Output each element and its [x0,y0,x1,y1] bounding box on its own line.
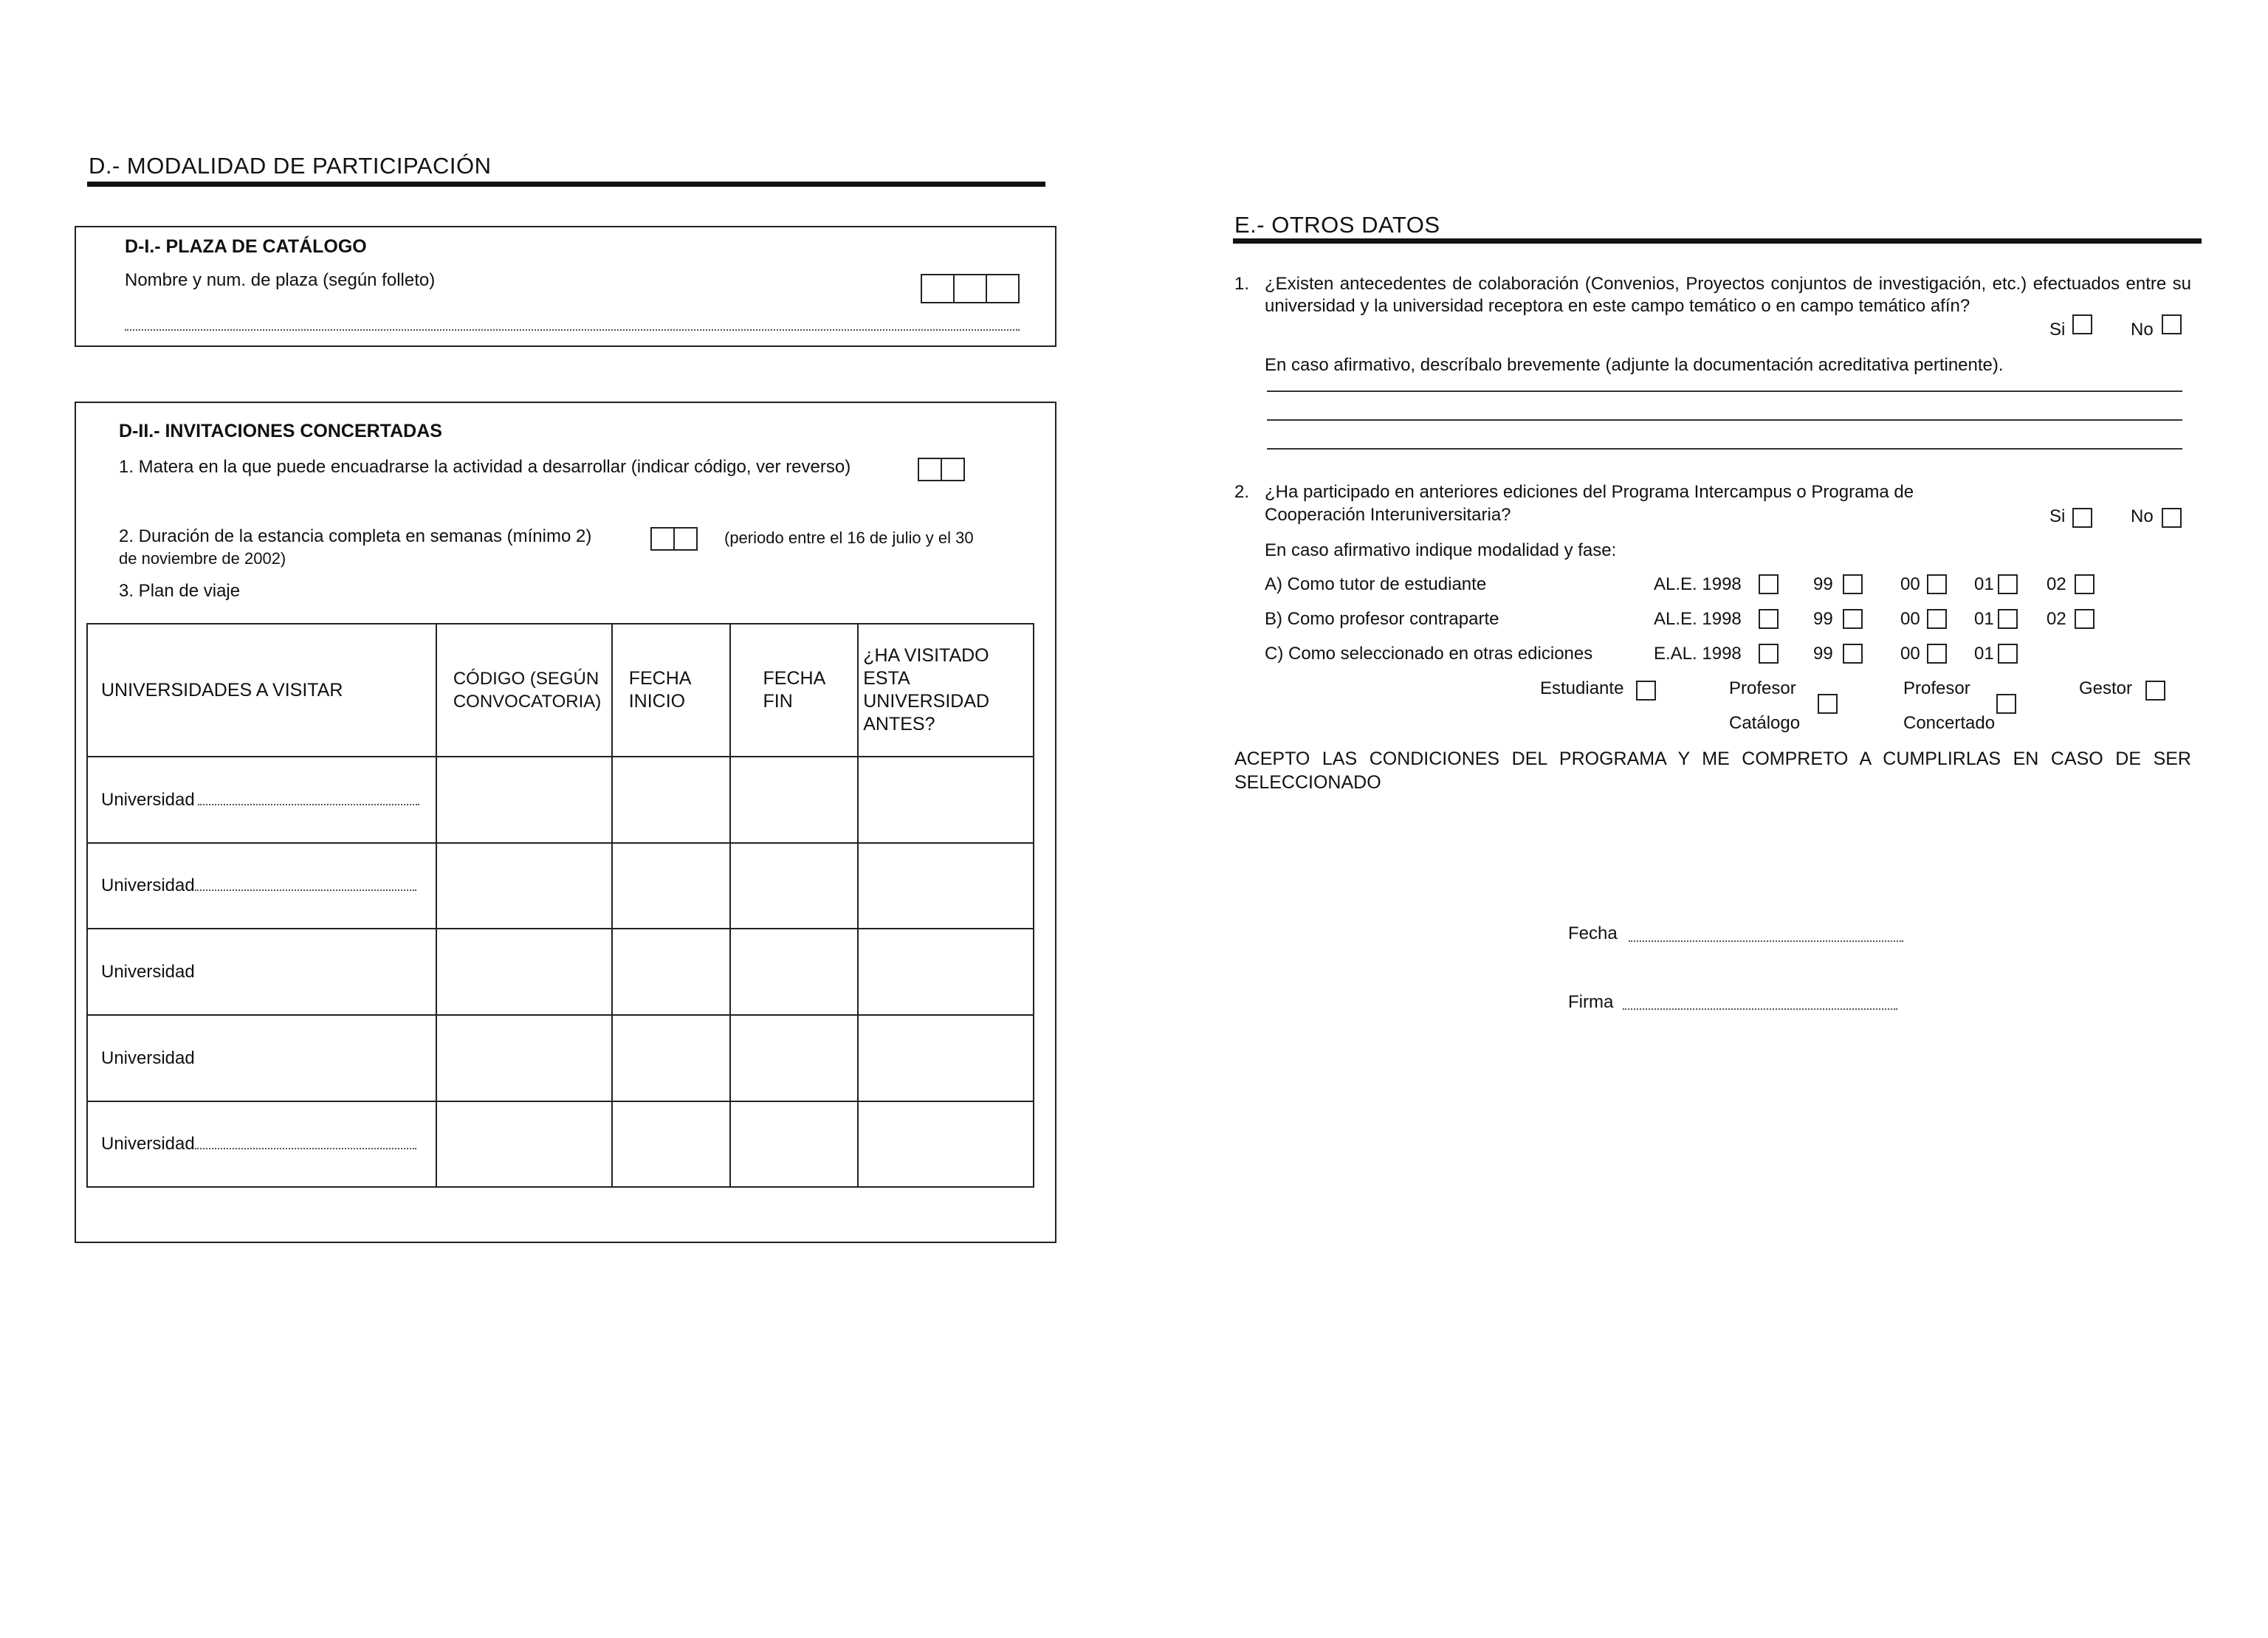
section-d-title: D.- MODALIDAD DE PARTICIPACIÓN [89,153,492,179]
plan-viaje-label: 3. Plan de viaje [119,581,241,601]
header-codigo-text: CÓDIGO (SEGÚN CONVOCATORIA) [453,669,602,712]
role-profesor-catalogo-label: Profesor [1729,678,1796,698]
q2-row-a-prog: AL.E. 1998 [1654,574,1742,594]
materia-label: 1. Matera en la que puede encuadrarse la actividad a desarrollar (indicar código, ver reverso) [119,457,851,477]
q2-a-01-label: 01 [1974,574,1994,594]
q1-describe-line-1[interactable] [1267,390,2182,392]
table-row [87,929,1034,1015]
q2-b-01-label: 01 [1974,609,1994,629]
role-profesor-concertado-checkbox[interactable] [1996,694,2016,714]
table-row [87,1101,1034,1187]
universidad-cell[interactable] [87,929,436,1015]
q2-a-01-checkbox[interactable] [1998,574,2018,594]
q2-a-1998-checkbox[interactable] [1759,574,1779,594]
header-codigo [436,624,612,757]
q2-no-checkbox[interactable] [2162,508,2182,528]
universidad-cell[interactable] [87,843,436,929]
duracion-weeks-input[interactable] [650,527,698,551]
codigo-cell[interactable] [436,757,612,843]
q2-a-00-label: 00 [1900,574,1920,594]
q2-b-99-checkbox[interactable] [1843,609,1863,629]
section-e-title: E.- OTROS DATOS [1234,212,1440,238]
table-row [87,843,1034,929]
q2-c-01-checkbox[interactable] [1998,644,2018,664]
universidad-label: Universidad [101,789,195,810]
q1-describe-label: En caso afirmativo, descríbalo brevemente (adjunte la documentación acreditativa pertinente). [1265,355,2004,375]
q2-no-label: No [2131,506,2154,526]
q2-row-c-label: C) Como seleccionado en otras ediciones [1265,644,1593,664]
q1-describe-line-3[interactable] [1267,448,2182,450]
materia-code-input[interactable] [918,458,965,481]
q2-row-b-label: B) Como profesor contraparte [1265,609,1499,629]
invitaciones-title: D-II.- INVITACIONES CONCERTADAS [119,421,442,441]
visitado-cell[interactable] [858,929,1034,1015]
fecha-label: Fecha [1568,923,1618,943]
q2-c-01-label: 01 [1974,644,1994,664]
q2-c-99-label: 99 [1813,644,1833,664]
q1-no-checkbox[interactable] [2162,314,2182,334]
q2-row-b-prog: AL.E. 1998 [1654,609,1742,629]
role-gestor-label: Gestor [2079,678,2133,698]
codigo-cell[interactable] [436,929,612,1015]
universidad-label: Universidad [101,1047,195,1068]
visitado-cell[interactable] [858,843,1034,929]
table-row [87,1015,1034,1101]
q2-b-02-checkbox[interactable] [2075,609,2095,629]
header-visitado [858,624,1034,757]
fecha-fin-cell[interactable] [730,757,859,843]
header-fecha-inicio [612,624,730,757]
duracion-label: 2. Duración de la estancia completa en semanas (mínimo 2) [119,526,592,546]
q1-no-label: No [2131,320,2154,340]
fecha-inicio-cell[interactable] [612,843,730,929]
plaza-catalogo-box [75,226,1056,347]
q1-si-label: Si [2049,320,2066,340]
q2-b-1998-checkbox[interactable] [1759,609,1779,629]
q2-c-00-checkbox[interactable] [1927,644,1947,664]
q2-row-c-prog: E.AL. 1998 [1654,644,1742,664]
role-profesor-concertado-label-2: Concertado [1903,713,1996,733]
header-visitado-text: ¿HA VISITADO ESTA UNIVERSIDAD ANTES? [863,645,990,734]
visitado-cell[interactable] [858,1015,1034,1101]
q2-a-00-checkbox[interactable] [1927,574,1947,594]
universidad-cell[interactable] [87,757,436,843]
plan-viaje-table [86,623,1034,1188]
q2-number: 2. [1234,482,1250,502]
header-fecha-inicio-text: FECHA INICIO [628,668,691,712]
q2-b-99-label: 99 [1813,609,1833,629]
fecha-line[interactable] [1629,940,1903,942]
plaza-catalogo-title: D-I.- PLAZA DE CATÁLOGO [125,236,367,257]
plaza-name-label: Nombre y num. de plaza (según folleto) [125,270,436,290]
universidad-dotline [195,1148,416,1149]
visitado-cell[interactable] [858,1101,1034,1187]
q2-b-01-checkbox[interactable] [1998,609,2018,629]
codigo-cell[interactable] [436,843,612,929]
q2-c-1998-checkbox[interactable] [1759,644,1779,664]
header-universidades: UNIVERSIDADES A VISITAR [87,624,436,757]
q1-number: 1. [1234,274,1250,294]
q2-indique-label: En caso afirmativo indique modalidad y fase: [1265,540,1617,560]
role-profesor-catalogo-checkbox[interactable] [1818,694,1838,714]
role-gestor-checkbox[interactable] [2145,681,2165,701]
universidad-label: Universidad [101,961,195,982]
q2-si-checkbox[interactable] [2072,508,2092,528]
q1-text: ¿Existen antecedentes de colaboración (Convenios, Proyectos conjuntos de investigación, etc.) efectuados entre su universidad y la universidad receptora en este campo temático o en campo temático afín? [1265,274,2191,316]
header-fecha-fin [730,624,859,757]
firma-label: Firma [1568,992,1614,1012]
invitaciones-box [75,402,1056,1243]
fecha-inicio-cell[interactable] [612,929,730,1015]
section-e-rule [1233,238,2202,244]
universidad-label: Universidad [101,875,195,895]
q1-describe-line-2[interactable] [1267,419,2182,421]
acepto-condiciones-text: ACEPTO LAS CONDICIONES DEL PROGRAMA Y ME COMPRETO A CUMPLIRLAS EN CASO DE SER SELECCIONADO [1234,749,2191,793]
codigo-cell[interactable] [436,1015,612,1101]
q2-b-02-label: 02 [2047,609,2066,629]
fecha-fin-cell[interactable] [730,843,859,929]
role-estudiante-checkbox[interactable] [1636,681,1656,701]
firma-line[interactable] [1623,1008,1897,1010]
q2-si-label: Si [2049,506,2066,526]
universidad-cell[interactable] [87,1015,436,1101]
role-profesor-concertado-label: Profesor [1903,678,1970,698]
plaza-name-line[interactable] [125,329,1020,331]
fecha-inicio-cell[interactable] [612,757,730,843]
q2-a-99-checkbox[interactable] [1843,574,1863,594]
universidad-dotline [195,889,416,891]
q2-a-02-checkbox[interactable] [2075,574,2095,594]
q2-text-line1: ¿Ha participado en anteriores ediciones del Programa Intercampus o Programa de [1265,482,1914,502]
codigo-cell[interactable] [436,1101,612,1187]
fecha-fin-cell[interactable] [730,929,859,1015]
table-row [87,757,1034,843]
q2-c-99-checkbox[interactable] [1843,644,1863,664]
q2-a-99-label: 99 [1813,574,1833,594]
role-estudiante-label: Estudiante [1540,678,1624,698]
q2-b-00-label: 00 [1900,609,1920,629]
fecha-inicio-cell[interactable] [612,1101,730,1187]
q2-text-line2: Cooperación Interuniversitaria? [1265,505,1511,525]
fecha-fin-cell[interactable] [730,1101,859,1187]
header-fecha-fin-text: FECHA FIN [763,668,825,712]
q2-b-00-checkbox[interactable] [1927,609,1947,629]
q2-a-02-label: 02 [2047,574,2066,594]
role-profesor-catalogo-label-2: Catálogo [1729,713,1801,733]
duracion-period-note: (periodo entre el 16 de julio y el 30 [724,529,974,547]
fecha-inicio-cell[interactable] [612,1015,730,1101]
visitado-cell[interactable] [858,757,1034,843]
fecha-fin-cell[interactable] [730,1015,859,1101]
plaza-code-input[interactable] [921,274,1020,303]
q2-c-00-label: 00 [1900,644,1920,664]
universidad-dotline [198,804,419,805]
section-d-rule [87,182,1045,187]
q1-si-checkbox[interactable] [2072,314,2092,334]
q2-row-a-label: A) Como tutor de estudiante [1265,574,1487,594]
duracion-period-note-cont: de noviembre de 2002) [119,549,286,568]
universidad-label: Universidad [101,1134,195,1154]
universidad-cell[interactable] [87,1101,436,1187]
